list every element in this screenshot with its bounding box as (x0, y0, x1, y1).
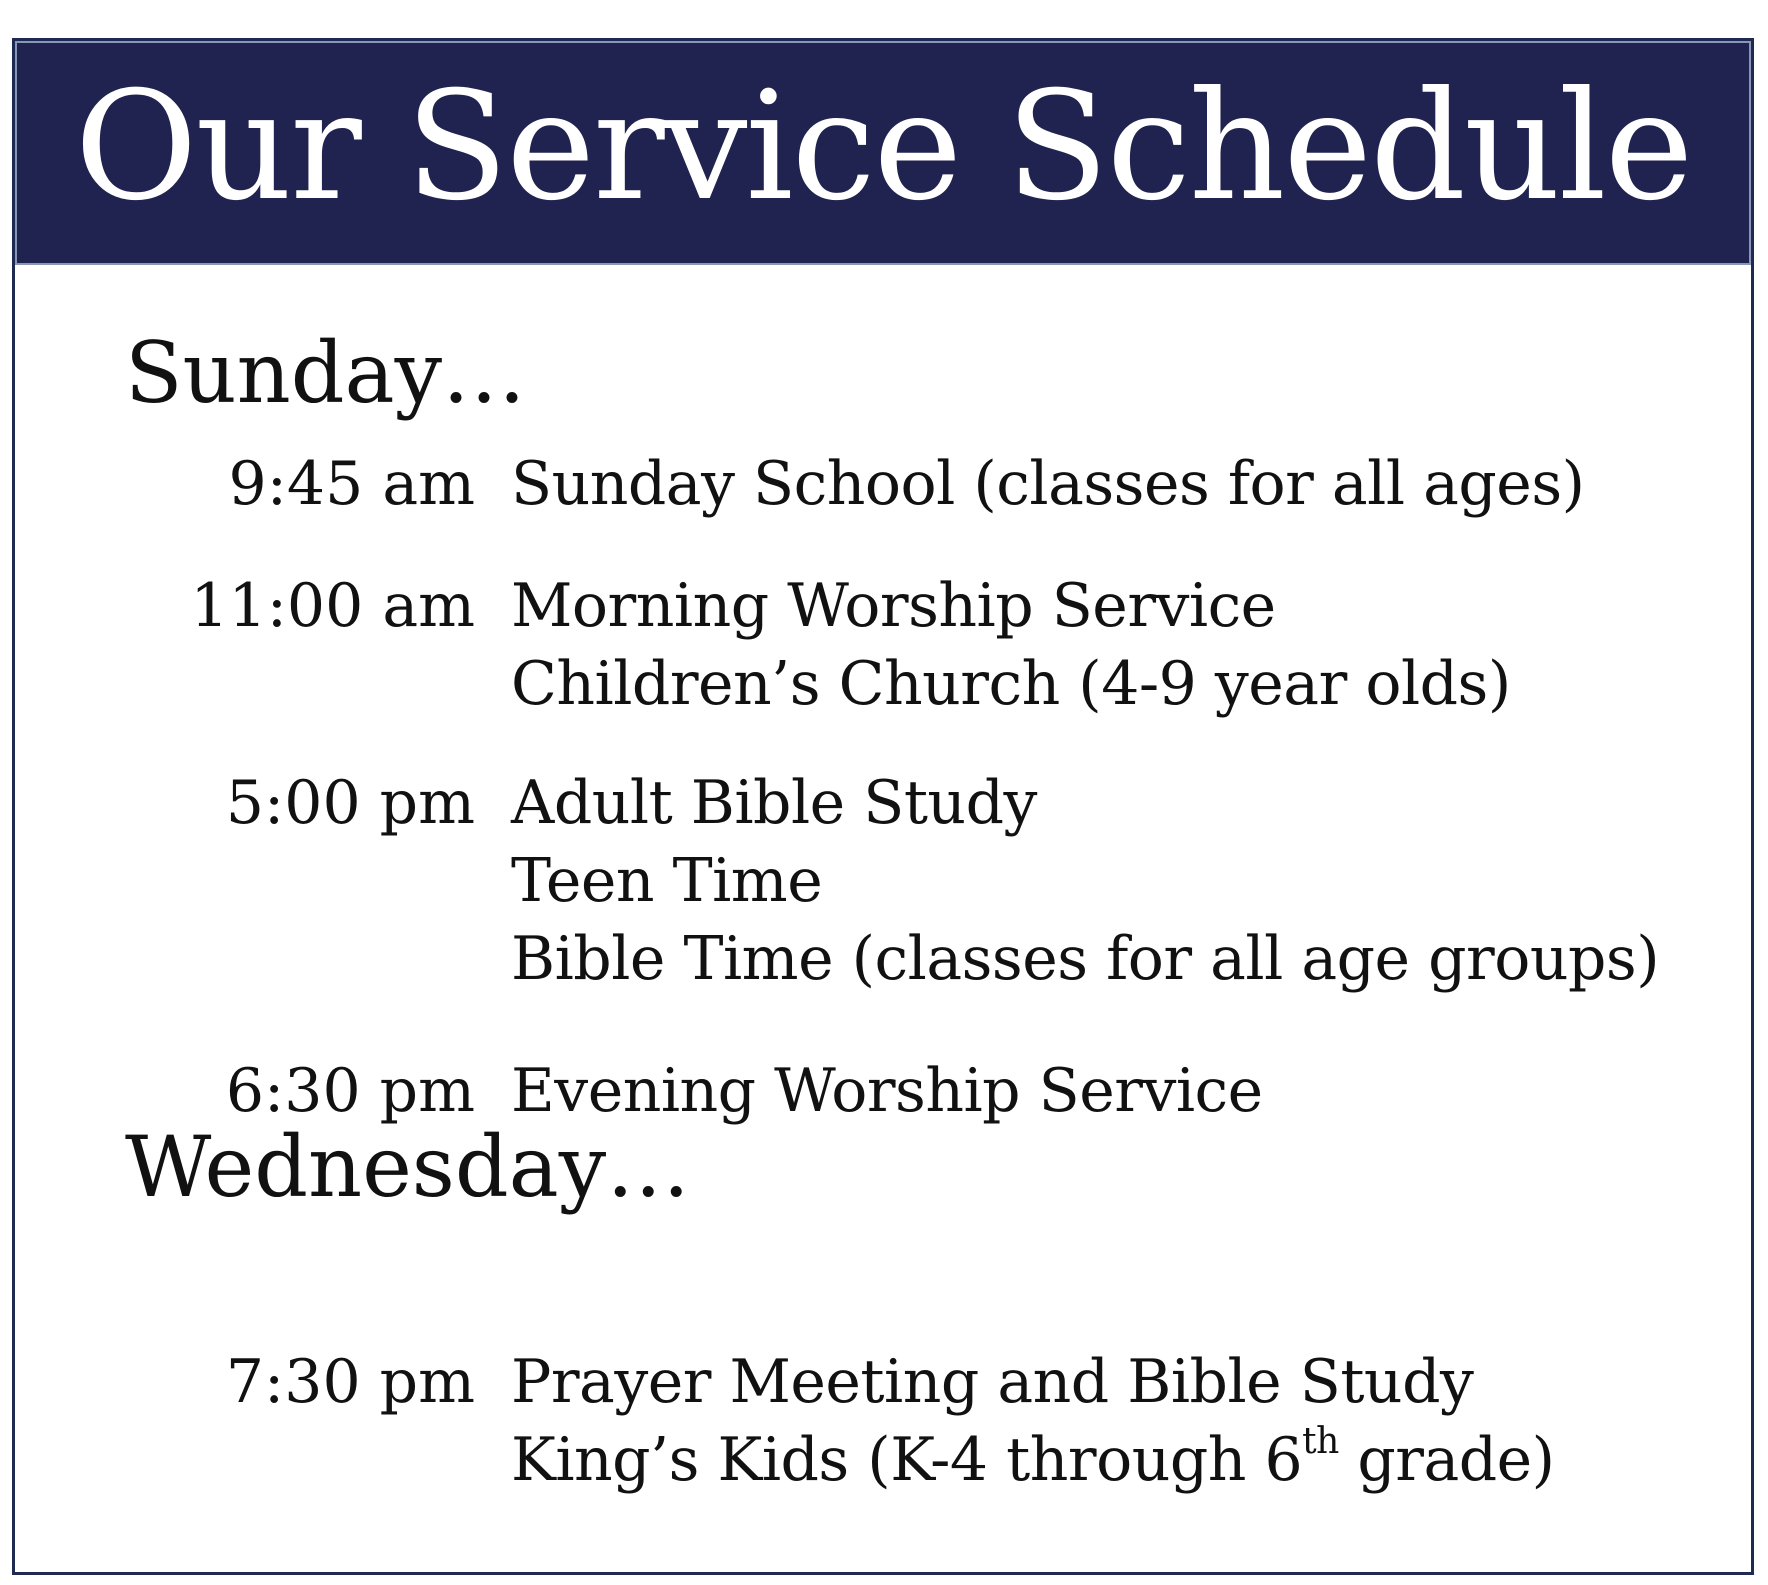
event-line: Sunday School (classes for all ages) (511, 449, 1585, 519)
page-title: Our Service Schedule (74, 60, 1692, 234)
schedule-frame (12, 38, 1754, 1575)
entry-time: 6:30 pm (225, 1056, 475, 1126)
entry-time: 9:45 am (228, 449, 475, 519)
event-text: King’s Kids (K-4 through 6 (511, 1425, 1303, 1495)
day-heading-wednesday: Wednesday… (125, 1118, 691, 1216)
ordinal-superscript: th (1302, 1421, 1339, 1462)
event-line: Morning Worship Service (511, 571, 1276, 641)
event-line: Evening Worship Service (511, 1056, 1263, 1126)
entry-events (511, 567, 1511, 723)
entry-time: 11:00 am (190, 571, 475, 641)
event-text: grade) (1338, 1425, 1555, 1495)
event-line-kings-kids (511, 1421, 1555, 1499)
event-line: Teen Time (511, 846, 823, 916)
entry-time: 7:30 pm (225, 1347, 475, 1417)
title-banner (15, 41, 1751, 265)
entry-time: 5:00 pm (225, 768, 475, 838)
entry-events (511, 764, 1659, 998)
event-line: Adult Bible Study (511, 768, 1037, 838)
day-heading-sunday: Sunday… (125, 324, 527, 422)
event-line: Children’s Church (4-9 year olds) (511, 649, 1511, 719)
entry-events (511, 1343, 1555, 1499)
event-line: Bible Time (classes for all age groups) (511, 924, 1660, 994)
event-line: Prayer Meeting and Bible Study (511, 1347, 1474, 1417)
entry-events (511, 445, 1585, 523)
